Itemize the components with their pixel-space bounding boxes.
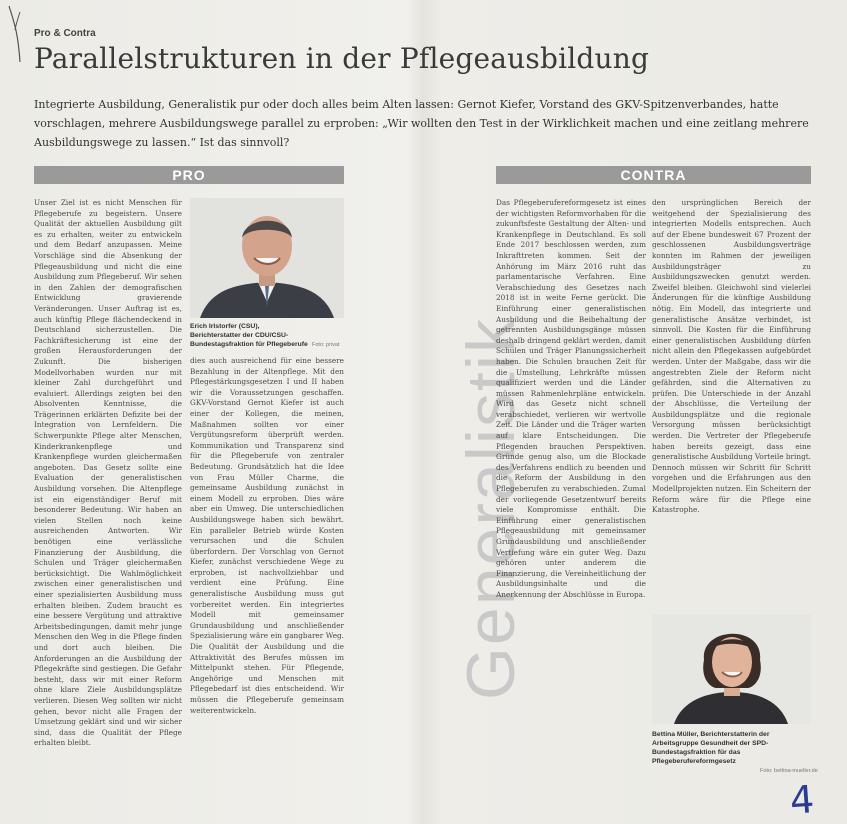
corner-pen-mark	[6, 4, 28, 64]
contra-photo-caption: Bettina Müller, Berichterstatterin der Arbeitsgruppe Gesundheit der SPD-Bundestagsfraktion für das Pflegeberufereformgesetz	[652, 731, 770, 765]
intro-paragraph: Integrierte Ausbildung, Generalistik pur oder doch alles beim Alten lassen: Gernot Kiefer, Vorstand des GKV-Spitzenverbandes, hatte vorschlagen, mehrere Ausbildungswege parallel zu erproben: „Wir wollten den Test in der Wirklichkeit machen und eine zeitlang mehrere Ausbildungswege zu lassen.“ Ist das sinnvoll?	[34, 98, 809, 149]
contra-text-column-2: den ursprünglichen Bereich der weitgehend der Spezialisierung des integrierten Modells entsprechen. Auch auf der Ebene bundesweit 67 Prozent der geschlossenen Ausbildungsverträge konnten im Rahmen der jeweiligen Ausbildungsträger zu Ausbildungszwecken genutzt werden. Zweifel bleiben. Gleichwohl sind vielerlei Änderungen für die künftige Ausbildung nötig. Ein Modell, das integrierte und generalistische Ansätze verbindet, ist sinnvoll. Die Kosten für die Einführung einer generalistischen Ausbildung dürfen nicht allein den Pflegekassen aufgebürdet werden. Unter der Maßgabe, dass wir die angestrebten Ziele der Reform nicht gefährden, sind die Alternativen zu prüfen. Die Unterschiede in der Anzahl der Abschlüsse, die Verteilung der Ausbildungsplätze und die regionale Versorgung müssen berücksichtigt werden. Die Vertreter der Pflegeberufe haben bereits gezeigt, dass eine generalistische Ausbildung Vorteile bringt. Dennoch müssen wir Schritt für Schritt vorgehen und die Erfahrungen aus den Modellprojekten nutzen. Ein Scheitern der Reform wäre für die Pflege eine Katastrophe.	[652, 198, 811, 515]
contra-photo-credit: Foto: bettina-mueller.de	[760, 768, 818, 774]
generalistik-vertical-title: Generalistik	[453, 316, 529, 700]
pro-portrait-photo	[190, 198, 344, 318]
pro-text-column-2: dies auch ausreichend für eine bessere Bezahlung in der Altenpflege. Mit den Pflegestärkungsgesetzen I und II haben wir die Voraussetzungen geschaffen. GKV-Vorstand Gernot Kiefer ist auch einer der Kollegen, die meinen, Maßnahmen sollten vor einer Vergütungsreform überprüft werden. Kommunikation und Transparenz sind für die Pflegeberufe von zentraler Bedeutung. Grundsätzlich hat die Idee von Frau Müller Charme, die gemeinsame Ausbildung zunächst in einem Modell zu erproben. Dies wäre aber ein Umweg. Die unterschiedlichen Ausbildungswege haben sich bewährt. Ein paralleler Betrieb würde Kosten verursachen und die Schulen überfordern. Der Vorschlag von Gernot Kiefer, zunächst verschiedene Wege zu erproben, ist nachvollziehbar und verdient eine Prüfung. Eine generalistische Ausbildung muss gut vorbereitet werden. Ein integriertes Modell mit gemeinsamer Grundausbildung und anschließender Spezialisierung wäre ein gangbarer Weg. Die Qualität der Ausbildung und die Attraktivität des Berufes müssen im Mittelpunkt stehen. Für Pflegende, Angehörige und Menschen mit Pflegebedarf ist dies entscheidend. Wir müssen die Pflegeberufe gemeinsam weiterentwickeln.	[190, 356, 344, 715]
woman-portrait-icon	[652, 614, 811, 724]
pro-photo-caption: Erich Irlstorfer (CSU), Berichterstatter der CDU/CSU-Bundestagsfraktion für Pflegeberufe	[190, 323, 308, 348]
pro-text-column-1: Unser Ziel ist es nicht Menschen für Pflegeberufe zu begeistern. Unsere Qualität der aktuellen Ausbildung gilt es zu erhalten, weiter zu entwickeln und dem Bedarf anzupassen. Meine Vorschläge sind die Absenkung der Pflegeausbildung und nicht die eine Ausbildung zum Pflegeberuf. Wir sehen in den Zahlen der demografischen Entwicklung gravierende Veränderungen. Unser Auftrag ist es, auch künftig Pflege flächendeckend in Deutschland sicherzustellen. Die Fachkräftesicherung ist eine der großen Herausforderungen der Zukunft. Die bisherigen Modellvorhaben wurden nur mit kleiner Zahl durchgeführt und evaluiert. Allerdings zeigten bei den Absolventen Kenntnisse, die Trägerinnen erklärten Defizite bei der Integration von Lernfeldern. Die Schwerpunkte Pflege alter Menschen, Kinderkrankenpflege und Krankenpflege wurden gleichermaßen angeboten. Das Gesetz sollte eine Evaluation der generalistischen Ausbildung vorsehen. Die Altenpflege ist ein eigenständiger Beruf mit besonderer Bedeutung. Wir haben an vielen Stellen noch keine ausreichenden Antworten. Wir benötigen eine verlässliche Finanzierung der Ausbildung, die Schulen und Träger gleichermaßen berücksichtigt. Die Wahlmöglichkeit zwischen einer generalistischen und einer spezialisierten Ausbildung muss erhalten bleiben. Zudem braucht es eine bessere Vergütung und attraktive Arbeitsbedingungen, damit mehr junge Menschen den Weg in die Pflege finden und dort auch bleiben. Die Anforderungen an die Ausbildung der Pflegekräfte sind gestiegen. Die Gefahr besteht, dass wir mit einer Reform ohne klare Ziele Ausbildungsplätze verlieren. Diesen Weg sollten wir nicht gehen, bevor nicht alle Fragen der Umsetzung geklärt sind und wir sicher sind, dass die Qualität der Pflege erhalten bleibt.	[34, 198, 182, 748]
contra-text-column-1: Das Pflegeberufereformgesetz ist eines der wichtigsten Reformvorhaben für die zukunftsfeste Gestaltung der Alten- und Krankenpflege in Deutschland. Es soll Ende 2017 beschlossen werden, zum Inkrafttreten kommen. Seit der Anhörung im März 2016 ruht das parlamentarische Verfahren. Eine Verabschiedung des Gesetzes nach 2018 ist in weite Ferne gerückt. Die Einführung einer generalistischen Ausbildung und die Beibehaltung der getrennten Ausbildungsgänge müssen deshalb dringend geklärt werden, damit Schulen und Träger Planungssicherheit haben. Die Schulen brauchen Zeit für die Umstellung, Lehrkräfte müssen qualifiziert werden und die Länder müssen Rahmenlehrpläne entwickeln. Wird das Gesetz nicht schnell verabschiedet, verlieren wir wertvolle Zeit. Die Länder und die Träger warten auf klare Entscheidungen. Die Pflegenden brauchen Perspektiven. Gründe genug also, um die Blockade des Verfahrens endlich zu beenden und die Reform der Ausbildung in den Pflegeberufen zu verabschieden. Zumal der vorliegende Gesetzentwurf bereits viele Kompromisse enthält. Die Einführung einer generalistischen Pflegeausbildung mit gemeinsamer Grundausbildung und anschließender Vertiefung wäre ein guter Weg. Dazu gehören unter anderem die Finanzierung, die Vereinheitlichung der Ausbildungsinhalte und die Anerkennung der Abschlüsse in Europa.	[496, 198, 646, 599]
pro-header-bar: PRO	[34, 166, 344, 184]
pro-photo-credit: Foto: privat	[312, 342, 340, 348]
man-portrait-icon	[190, 198, 344, 318]
contra-header-bar: CONTRA	[496, 166, 811, 184]
handwritten-page-number: 4	[788, 777, 816, 823]
headline: Parallelstrukturen in der Pflegeausbildung	[34, 42, 650, 75]
section-label: Pro & Contra	[34, 28, 96, 39]
contra-portrait-photo	[652, 614, 811, 724]
